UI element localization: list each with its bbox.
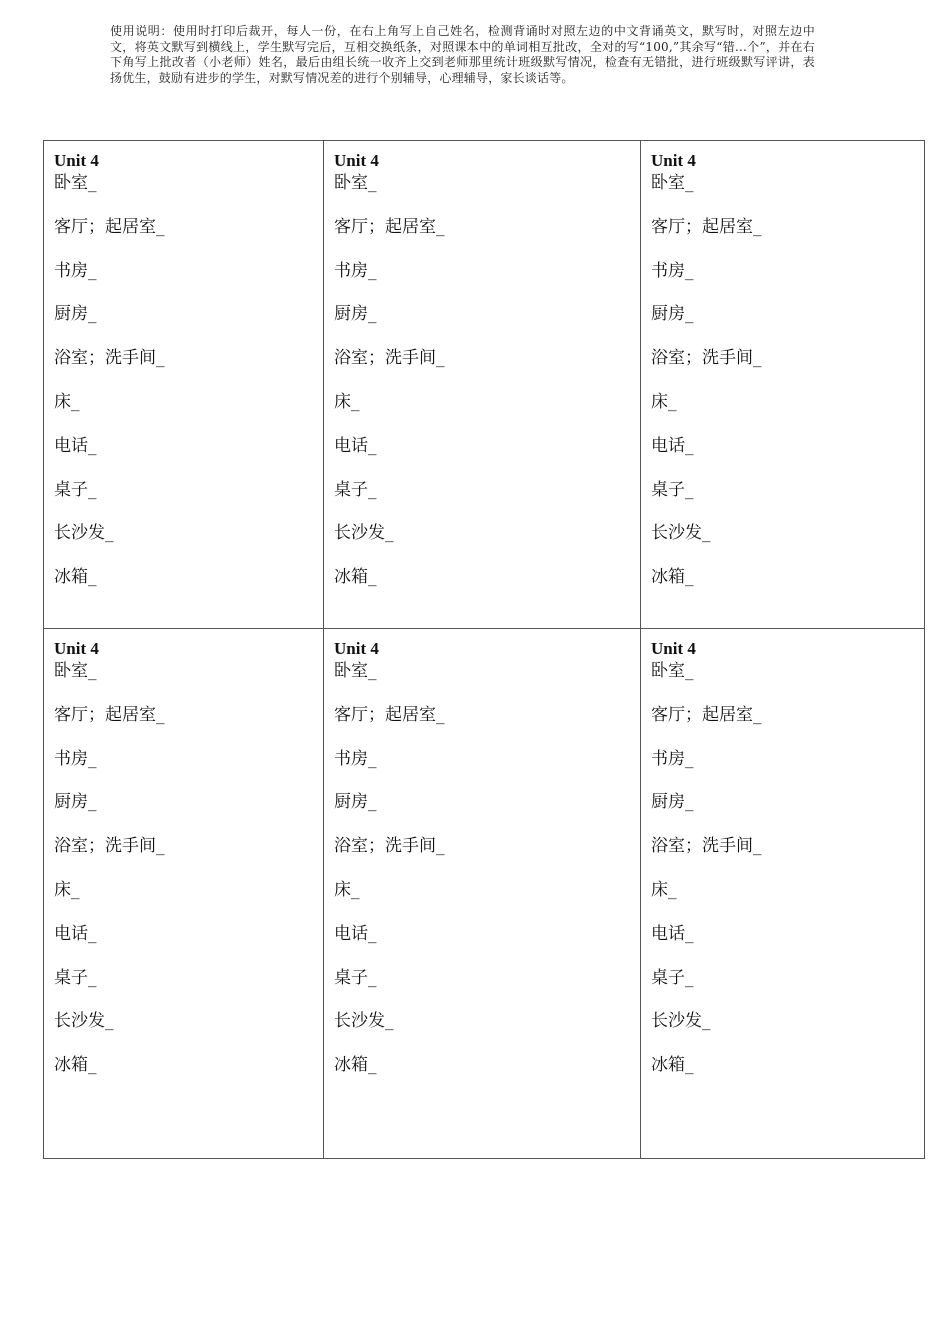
word-item: 浴室；洗手间_	[54, 836, 165, 857]
word-item: 冰箱_	[334, 1055, 377, 1076]
instructions-paragraph: 使用说明：使用时打印后裁开，每人一份，在右上角写上自己姓名，检测背诵时对照左边的中文背诵英文，默写时，对照左边中文，将英文默写到横线上，学生默写完后，互相交换纸条，对照课本中的单词相互批改，全对的写“100,”其余写“错...个”，并在右下角写上批改者（小老师）姓名，最后由组长统一收齐上交到老师那里统计班级默写情况，检查有无错批，进行班级默写评讲，表扬优生，鼓励有进步的学生，对默写情况差的进行个别辅导，心理辅导，家长谈话等。	[110, 24, 815, 85]
word-item: 厨房_	[651, 792, 694, 813]
word-item: 客厅；起居室_	[334, 704, 445, 725]
word-item: 桌子_	[54, 967, 97, 988]
word-item: 电话_	[54, 435, 97, 456]
word-item: 卧室_	[651, 173, 694, 193]
word-list	[651, 171, 924, 589]
word-item: 床_	[54, 879, 80, 900]
word-item: 书房_	[54, 260, 97, 281]
word-item: 床_	[334, 391, 360, 412]
word-item: 厨房_	[334, 792, 377, 813]
word-list	[334, 171, 640, 589]
dictation-card-1	[44, 141, 324, 629]
word-item: 桌子_	[54, 479, 97, 500]
word-item: 长沙发_	[54, 1011, 114, 1032]
word-item: 书房_	[651, 748, 694, 769]
word-item: 浴室；洗手间_	[334, 836, 445, 857]
word-item: 卧室_	[54, 173, 97, 193]
card-title: Unit 4	[54, 151, 99, 170]
word-item: 冰箱_	[54, 1055, 97, 1076]
word-item: 厨房_	[334, 304, 377, 325]
word-item: 床_	[651, 879, 677, 900]
word-item: 客厅；起居室_	[651, 704, 762, 725]
dictation-card-2	[324, 141, 641, 629]
dictation-card-5	[324, 629, 641, 1158]
word-item: 冰箱_	[651, 567, 694, 588]
word-list	[54, 659, 323, 1077]
card-title: Unit 4	[651, 151, 696, 170]
word-item: 长沙发_	[54, 523, 114, 544]
dictation-card-3	[641, 141, 924, 629]
word-item: 客厅；起居室_	[334, 216, 445, 237]
word-item: 床_	[54, 391, 80, 412]
word-item: 电话_	[54, 923, 97, 944]
word-item: 浴室；洗手间_	[334, 348, 445, 369]
card-title: Unit 4	[651, 639, 696, 658]
word-item: 长沙发_	[651, 523, 711, 544]
word-item: 书房_	[334, 260, 377, 281]
word-item: 床_	[651, 391, 677, 412]
word-item: 电话_	[651, 435, 694, 456]
word-item: 浴室；洗手间_	[651, 836, 762, 857]
word-item: 桌子_	[651, 967, 694, 988]
word-item: 床_	[334, 879, 360, 900]
word-item: 浴室；洗手间_	[651, 348, 762, 369]
word-list	[334, 659, 640, 1077]
word-item: 书房_	[54, 748, 97, 769]
word-item: 客厅；起居室_	[651, 216, 762, 237]
dictation-card-6	[641, 629, 924, 1158]
card-title: Unit 4	[334, 639, 379, 658]
word-item: 冰箱_	[334, 567, 377, 588]
word-item: 长沙发_	[334, 1011, 394, 1032]
word-item: 电话_	[651, 923, 694, 944]
word-list	[651, 659, 924, 1077]
word-item: 卧室_	[54, 661, 97, 681]
word-item: 厨房_	[54, 792, 97, 813]
word-item: 电话_	[334, 923, 377, 944]
word-item: 桌子_	[334, 479, 377, 500]
word-item: 桌子_	[651, 479, 694, 500]
word-list	[54, 171, 323, 589]
word-item: 浴室；洗手间_	[54, 348, 165, 369]
word-item: 长沙发_	[334, 523, 394, 544]
card-title: Unit 4	[54, 639, 99, 658]
word-item: 冰箱_	[651, 1055, 694, 1076]
card-title: Unit 4	[334, 151, 379, 170]
word-item: 电话_	[334, 435, 377, 456]
dictation-card-grid	[43, 140, 925, 1159]
word-item: 卧室_	[651, 661, 694, 681]
word-item: 厨房_	[651, 304, 694, 325]
word-item: 长沙发_	[651, 1011, 711, 1032]
word-item: 厨房_	[54, 304, 97, 325]
word-item: 桌子_	[334, 967, 377, 988]
word-item: 书房_	[651, 260, 694, 281]
word-item: 客厅；起居室_	[54, 216, 165, 237]
word-item: 书房_	[334, 748, 377, 769]
word-item: 冰箱_	[54, 567, 97, 588]
dictation-card-4	[44, 629, 324, 1158]
word-item: 卧室_	[334, 661, 377, 681]
word-item: 卧室_	[334, 173, 377, 193]
word-item: 客厅；起居室_	[54, 704, 165, 725]
